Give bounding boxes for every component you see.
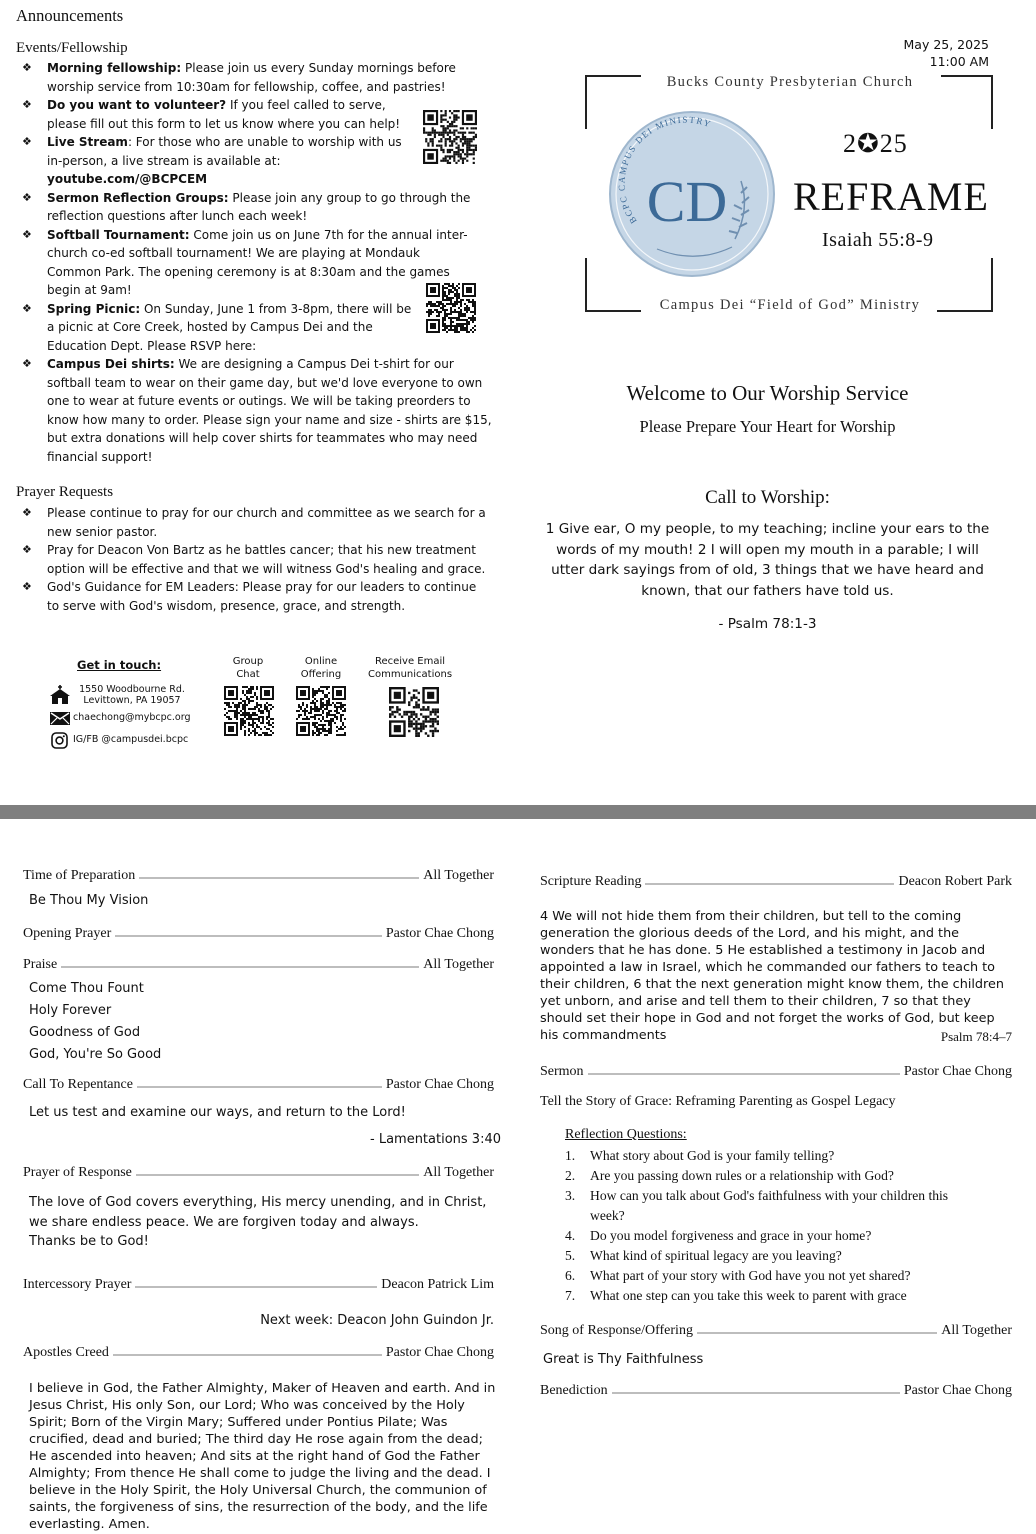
svg-text:BCPC CAMPUS DEI MINISTRY: BCPC CAMPUS DEI MINISTRY bbox=[616, 114, 714, 226]
list-item: 2. Are you passing down rules or a relationship with God? bbox=[565, 1168, 894, 1183]
diamond-bullet-icon: ❖ bbox=[22, 135, 32, 148]
order-item-benediction: Benediction Pastor Chae Chong bbox=[540, 1383, 1012, 1398]
logo-verse: Isaiah 55:8-9 bbox=[822, 229, 934, 251]
offering-song: Great is Thy Faithfulness bbox=[543, 1352, 704, 1367]
diamond-bullet-icon: ❖ bbox=[22, 357, 32, 370]
email-communications-label: Receive Email Communications bbox=[368, 656, 453, 680]
group-chat-qr-code[interactable] bbox=[224, 686, 274, 736]
order-item-scripture-reading: Scripture Reading Deacon Robert Park bbox=[540, 874, 1012, 889]
apostles-creed-text: I believe in God, the Father Almighty, Maker of Heaven and earth. And in Jesus Christ, His only Son, our Lord; Who was conceived by the Holy Spirit; Born of the Virgin Mary; Suffered under Pontius Pilate; Was crucified, dead and buried; The third day He rose again from the dead; He ascended into heaven; And sits at the right hand of God the Father Almighty; From thence He shall come to judge the living and the dead. I believe in the Holy Spirit, the Holy Universal Church, the communion of saints, the forgiveness of sins, the resurrection of the body, and the life everlasting. Amen. bbox=[29, 1381, 496, 1532]
events-list bbox=[22, 59, 492, 466]
call-to-worship-text: 1 Give ear, O my people, to my teaching; incline your ears to the words of my mouth! 2 I will open my mouth in a parable; I will utter dark sayings from of old, 3 things that we have heard and known, that our fathers have told us. bbox=[545, 521, 990, 599]
list-item: 6. What part of your story with God have you not yet shared? bbox=[565, 1268, 911, 1283]
diamond-bullet-icon: ❖ bbox=[22, 227, 32, 241]
prayer-list bbox=[22, 504, 492, 615]
sermon-title: Tell the Story of Grace: Reframing Parenting as Gospel Legacy bbox=[540, 1094, 896, 1109]
picnic-rsvp-qr-code[interactable] bbox=[426, 283, 476, 333]
instagram-icon bbox=[51, 732, 68, 749]
scripture-text: 4 We will not hide them from their children, but tell to the coming generation the glorious deeds of the Lord, and his might, and the wonders that he has done. 5 He established a testimony in Jacob and appointed a law in Israel, which he commanded our fathers to teach to their children, 6 that the next generation might know them, the children yet unborn, and arise and tell them to their children, 7 so that they should set their hope in God and not forget the works of God, but keep his commandments bbox=[540, 909, 1005, 1043]
order-item-sermon: Sermon Pastor Chae Chong bbox=[540, 1064, 1012, 1079]
order-item-intercessory-prayer: Intercessory Prayer Deacon Patrick Lim bbox=[23, 1277, 494, 1292]
repentance-text: Let us test and examine our ways, and return to the Lord! bbox=[29, 1105, 406, 1120]
ministry-name: Campus Dei “Field of God” Ministry bbox=[659, 297, 921, 313]
online-offering-label: Online Offering bbox=[300, 656, 342, 680]
list-item: ❖ Please continue to pray for our church and committee as we search for a new senior pastor. bbox=[22, 506, 486, 539]
events-heading: Events/Fellowship bbox=[16, 40, 128, 56]
contact-email[interactable]: chaechong@mybcpc.org bbox=[73, 712, 191, 723]
welcome-title: Welcome to Our Worship Service bbox=[626, 381, 909, 405]
intercessory-next-week: Next week: Deacon John Guindon Jr. bbox=[260, 1313, 494, 1328]
praise-song: God, You're So Good bbox=[29, 1047, 162, 1062]
prayer-requests-heading: Prayer Requests bbox=[16, 484, 114, 500]
list-item: ❖ Sermon Reflection Groups: Please join any group to go through the reflection questions after lunch each week! bbox=[22, 190, 471, 223]
reflection-questions-heading: Reflection Questions: bbox=[565, 1127, 687, 1142]
email-icon bbox=[50, 712, 70, 725]
list-item: 5. What kind of spiritual legacy are you leaving? bbox=[565, 1248, 842, 1263]
service-date: May 25, 2025 bbox=[903, 37, 989, 52]
list-item: 7. What one step can you take this week to parent with grace bbox=[565, 1288, 907, 1303]
list-item: 3. How can you talk about God's faithfulness with your children this week? bbox=[565, 1188, 949, 1223]
diamond-bullet-icon: ❖ bbox=[22, 506, 32, 519]
repentance-reference: - Lamentations 3:40 bbox=[370, 1132, 501, 1147]
get-in-touch-heading: Get in touch: bbox=[77, 658, 162, 672]
announcements-heading: Announcements bbox=[16, 6, 124, 25]
church-icon bbox=[49, 684, 71, 704]
order-item-offering: Song of Response/Offering All Together bbox=[540, 1323, 1012, 1338]
online-offering-qr-code[interactable] bbox=[296, 686, 346, 736]
scripture-reference: Psalm 78:4–7 bbox=[940, 1029, 1012, 1044]
logo-year: 2✪25 bbox=[843, 129, 908, 158]
livestream-link[interactable]: youtube.com/@BCPCEM bbox=[47, 172, 208, 186]
contact-social[interactable]: IG/FB @campusdei.bcpc bbox=[73, 734, 189, 745]
list-item: ❖ God's Guidance for EM Leaders: Please pray for our leaders to continue to serve with God's wisdom, presence, grace, and strength. bbox=[22, 580, 477, 613]
campus-dei-badge-icon bbox=[607, 109, 777, 279]
list-item: 1. What story about God is your family telling? bbox=[565, 1148, 835, 1163]
list-item: ❖ Pray for Deacon Von Bartz as he battles cancer; that his new treatment option will be effective and that we will witness God's healing and grace. bbox=[22, 543, 486, 576]
order-item-repentance: Call To Repentance Pastor Chae Chong bbox=[23, 1077, 494, 1092]
list-item: ❖ Live Stream: For those who are unable to worship with us in-person, a live stream is available at: youtube.com/@BCPCEM bbox=[22, 135, 402, 186]
email-signup-qr-code[interactable] bbox=[389, 687, 439, 737]
logo-theme: REFRAME bbox=[793, 174, 989, 219]
praise-song: Come Thou Fount bbox=[29, 981, 144, 996]
welcome-subtitle: Please Prepare Your Heart for Worship bbox=[639, 417, 896, 436]
list-item: ❖ Do you want to volunteer? If you feel called to serve, please fill out this form to let us know where you can help! bbox=[22, 98, 401, 131]
church-name: Bucks County Presbyterian Church bbox=[666, 74, 914, 90]
diamond-bullet-icon: ❖ bbox=[22, 98, 32, 111]
list-item: ❖ Softball Tournament: Come join us on June 7th for the annual inter-church co-ed softball tournament! We are playing at Mondauk Common Park. The opening ceremony is at 8:30am and the games begin at 9am! bbox=[22, 227, 468, 297]
svg-text:CD: CD bbox=[646, 169, 728, 234]
praise-song: Goodness of God bbox=[29, 1025, 141, 1040]
response-line: The love of God covers everything, His mercy unending, and in Christ, bbox=[29, 1195, 487, 1210]
diamond-bullet-icon: ❖ bbox=[22, 190, 32, 204]
list-item: 4. Do you model forgiveness and grace in your home? bbox=[565, 1228, 872, 1243]
call-to-worship-reference: - Psalm 78:1-3 bbox=[718, 616, 817, 632]
reframe-logo bbox=[585, 73, 995, 315]
call-to-worship-title: Call to Worship: bbox=[705, 487, 830, 508]
diamond-bullet-icon: ❖ bbox=[22, 543, 32, 556]
order-item-opening-prayer: Opening Prayer Pastor Chae Chong bbox=[23, 926, 494, 941]
list-item: ❖ Spring Picnic: On Sunday, June 1 from 3-8pm, there will be a picnic at Core Creek, hosted by Campus Dei and the Education Dept. Please RSVP here: bbox=[22, 301, 412, 353]
diamond-bullet-icon: ❖ bbox=[22, 580, 32, 593]
page-divider bbox=[0, 805, 1036, 819]
service-time: 11:00 AM bbox=[929, 54, 989, 69]
group-chat-label: Group Chat bbox=[232, 656, 264, 680]
order-item-preparation: Time of Preparation All Together bbox=[23, 868, 494, 883]
order-item-apostles-creed: Apostles Creed Pastor Chae Chong bbox=[23, 1345, 494, 1360]
church-address: 1550 Woodbourne Rd. Levittown, PA 19057 bbox=[79, 684, 185, 706]
order-item-prayer-of-response: Prayer of Response All Together bbox=[23, 1165, 494, 1180]
reflection-questions-list bbox=[565, 1146, 985, 1306]
volunteer-form-qr-code[interactable] bbox=[423, 110, 477, 164]
praise-song: Holy Forever bbox=[29, 1003, 112, 1018]
list-item: ❖ Morning fellowship: Please join us every Sunday mornings before worship service from 10:30am for fellowship, coffee, and pastries! bbox=[22, 61, 456, 94]
response-line: Thanks be to God! bbox=[29, 1234, 149, 1249]
order-item-praise: Praise All Together bbox=[23, 957, 494, 972]
diamond-bullet-icon: ❖ bbox=[22, 301, 32, 315]
preparation-song: Be Thou My Vision bbox=[29, 893, 149, 908]
response-line: we share endless peace. We are forgiven today and always. bbox=[29, 1215, 419, 1230]
diamond-bullet-icon: ❖ bbox=[22, 61, 32, 74]
service-date-time bbox=[904, 36, 989, 70]
list-item: ❖ Campus Dei shirts: We are designing a Campus Dei t-shirt for our softball team to wear on their game day, but we'd love everyone to own one to wear at future events or outings. We will be taking preorders to know how many to order. Please sign your name and size - shirts are $15, but extra donations will help cover shirts for teammates who may need financial support! bbox=[22, 357, 492, 464]
